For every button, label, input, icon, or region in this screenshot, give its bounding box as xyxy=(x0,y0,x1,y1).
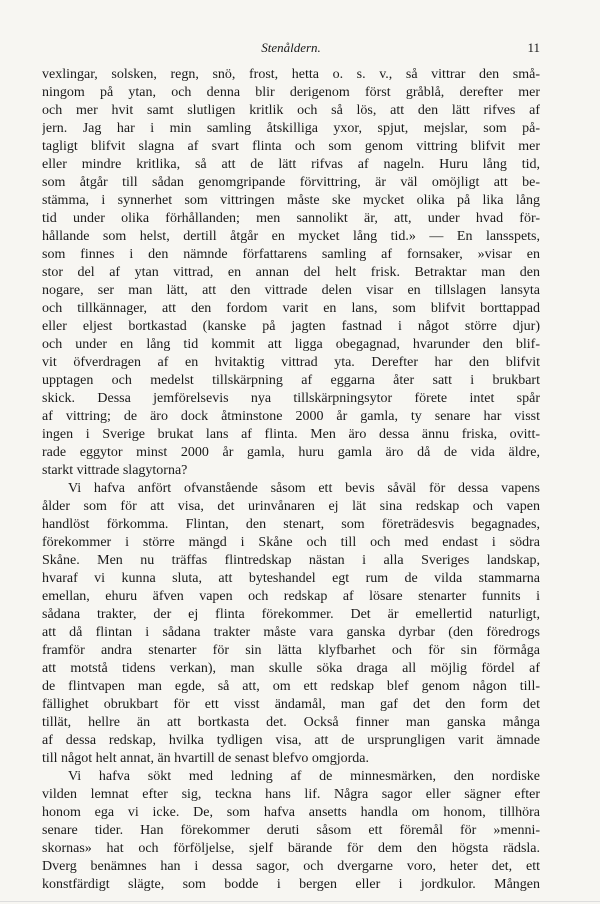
text-line: Vi hafva sökt med ledning af de minnesmärken, den nordiske xyxy=(68,769,540,784)
text-line: konstfärdigt slägte, som bodde i bergen eller i jordkulor. Mången xyxy=(42,877,540,892)
text-line: stämma, i synnerhet som vittringen måste ske mycket olika på lika lång xyxy=(42,193,540,208)
text-line: vit öfverdragen af en hvitaktig vittrad yta. Derefter har den blifvit xyxy=(42,355,540,370)
text-line: rade eggytor minst 2000 år gamla, huru gamla äro då de vida äldre, xyxy=(42,445,540,460)
text-line: af vittring; de äro dock åtminstone 2000 år gamla, ty senare har visst xyxy=(42,409,540,424)
text-line: Skåne. Men nu träffas flintredskap nästan i alla Sveriges landskap, xyxy=(42,553,540,568)
text-line: hållande som helst, dertill åtgår en mycket lång tid.» — En lansspets, xyxy=(42,229,540,244)
text-line: Dverg benämnes han i dessa sagor, och dvergarne voro, heter det, ett xyxy=(42,859,540,874)
text-line: framför andra stenarter för sin lätta klyfbarhet och för sin förmåga xyxy=(42,643,540,658)
page-number: 11 xyxy=(527,40,540,55)
text-line: skornas» hat och förföljelse, sjelf bärande för dem den högsta rädsla. xyxy=(42,841,540,856)
text-line: vilden lemnat efter sig, teckna hans lif. Några sagor eller sägner efter xyxy=(42,787,540,802)
text-line: upptagen och medelst tillskärpning af eggarna åter satt i brukbart xyxy=(42,373,540,388)
text-line: sådana trakter, der ej flinta förekommer. Det är emellertid naturligt, xyxy=(42,607,540,622)
text-line: som åtgår till sådan genomgripande förvittring, är väl omöjligt att be- xyxy=(42,175,540,190)
page-header xyxy=(42,40,540,58)
text-line: tillät, hellre än att bortkasta det. Också finner man ganska många xyxy=(42,715,540,730)
text-line: och tillkännager, att den fordom varit en lans, som blifvit borttappad xyxy=(42,301,540,316)
text-line: fällighet obrukbart för ett visst ändamål, man gaf det den form det xyxy=(42,697,540,712)
text-line: tagligt blifvit slagna af svart flinta och som genom vittring blifvit mer xyxy=(42,139,540,154)
text-line: ålder som för att visa, det urinvånaren ej lät sina redskap och vapen xyxy=(42,499,540,514)
text-line: skick. Dessa jemförelsevis nya tillskärpningsytor förete intet spår xyxy=(42,391,540,406)
text-line: af dessa redskap, hvilka tydligen visa, att de ursprungligen varit ämnade xyxy=(42,733,540,748)
text-line: som finnes i den nämnde författarens samling af fornsaker, »visar en xyxy=(42,247,540,262)
text-line: nogare, ser man lätt, att den vittrade delen visar en tillslagen lansyta xyxy=(42,283,540,298)
text-line: eller mindre kritlika, så att de lätt rifvas af nageln. Huru lång tid, xyxy=(42,157,540,172)
text-line: handlöst förkomma. Flintan, den stenart, som företrädesvis begagnades, xyxy=(42,517,540,532)
text-line: de flintvapen man egde, så att, om ett redskap blef genom någon till- xyxy=(42,679,540,694)
text-line: jern. Jag har i min samling åtskilliga yxor, spjut, mejslar, som på- xyxy=(42,121,540,136)
text-line: att motstå tidens verkan), man skulle söka draga all möjlig fördel af xyxy=(42,661,540,676)
text-line: till något helt annat, än hvartill de senast blefvo omgjorda. xyxy=(42,751,369,766)
text-line: tid under olika förhållanden; men sannolikt är, att, under hvad för- xyxy=(42,211,540,226)
text-line: att då flintan i sådana trakter måste vara ganska dyrbar (den föredrogs xyxy=(42,625,540,640)
running-head: Stenåldern. xyxy=(261,40,321,55)
text-line: senare tider. Han förekommer deruti såsom ett föremål för »menni- xyxy=(42,823,540,838)
text-line: stor del af ytan vittrad, en annan del helt frisk. Betraktar man den xyxy=(42,265,540,280)
text-line: vexlingar, solsken, regn, snö, frost, hetta o. s. v., så vittrar den små- xyxy=(42,67,540,82)
text-line: hvaraf vi kunna sluta, att byteshandel egt rum de vilda stammarna xyxy=(42,571,540,586)
text-line: emellan, ehuru äfven vapen och redskap af lösare stenarter funnits i xyxy=(42,589,540,604)
text-line: och mer hvit samt slutligen kritlik och så lös, att den lätt rifves af xyxy=(42,103,540,118)
text-line: honom ega vi icke. De, som hafva ansetts handla om honom, tillhöra xyxy=(42,805,540,820)
text-line: ningom på ytan, och denna blir derigenom först gråblå, derefter mer xyxy=(42,85,540,100)
text-line: förekommer i större mängd i Skåne och till och med endast i södra xyxy=(42,535,540,550)
body-text xyxy=(42,66,540,894)
text-line: ingen i Sverige brukat lans af flinta. Men äro dessa ännu friska, ovitt- xyxy=(42,427,540,442)
text-line: och under en lång tid kommit att ligga obegagnad, hvarunder den blif- xyxy=(42,337,540,352)
text-line: eller eljest bortkastad (kanske på jagten fastnad i något större djur) xyxy=(42,319,540,334)
text-line: Vi hafva anfört ofvanstående såsom ett bevis såväl för dessa vapens xyxy=(68,481,540,496)
page-bottom-edge xyxy=(0,901,600,902)
text-line: starkt vittrade slagytorna? xyxy=(42,463,188,478)
